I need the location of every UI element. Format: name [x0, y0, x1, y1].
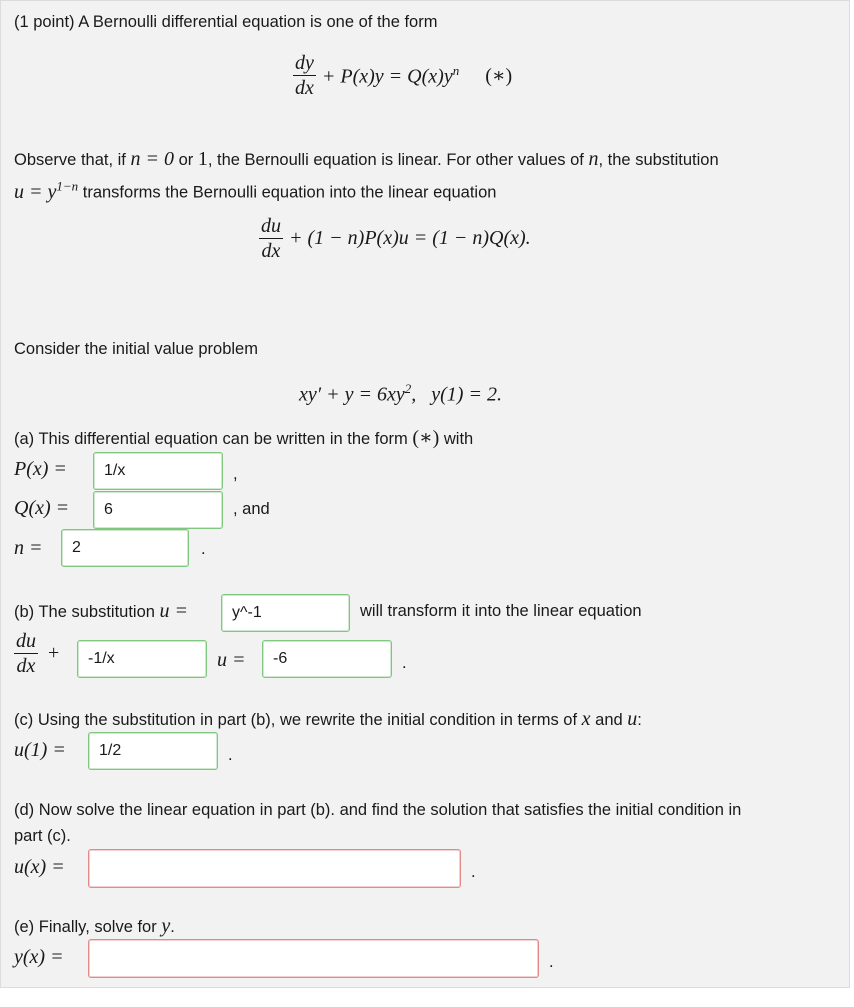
part-b-intro: (b) The substitution u = — [14, 600, 189, 622]
ux-label: u(x) = — [14, 856, 65, 878]
u1-label: u(1) = — [14, 739, 66, 761]
yx-label: y(x) = — [14, 946, 64, 968]
part-d-line-2: part (c). — [14, 827, 71, 845]
part-d-line-1: (d) Now solve the linear equation in part (b). and find the solution that satisfies the initial condition in — [14, 801, 742, 819]
observe-line-2: $u = y^{1-n}$ transforms the Bernoulli equation into the linear equation — [14, 178, 497, 203]
q-and: , and — [233, 500, 270, 518]
observe-line-1: Observe that, if n = 0 or 1, the Bernoulli equation is linear. For other values of n, the substitution — [14, 148, 719, 170]
n-input[interactable] — [61, 529, 189, 567]
part-b-after: will transform it into the linear equation — [360, 602, 642, 620]
dy-dx-fraction: $\frac{dy}{dx}$ — [295, 52, 314, 99]
p-comma: , — [233, 465, 238, 483]
initial-value-problem: $xy' + y = 6xy^2$, y(1) = 2. — [299, 381, 502, 406]
q-input[interactable] — [93, 491, 223, 529]
points-label: (1 point) — [14, 13, 75, 31]
part-a-intro: (a) This differential equation can be written in the form (∗) with — [14, 427, 474, 449]
p-input[interactable] — [93, 452, 223, 490]
star-label: (∗) — [485, 65, 513, 87]
ux-input[interactable] — [88, 849, 461, 888]
consider-text: Consider the initial value problem — [14, 340, 258, 358]
bernoulli-rhs: + $P(x)y = Q(x)y^n$ — [321, 62, 460, 88]
part-e-period: . — [549, 953, 554, 971]
du-dx-fraction: $\frac{du}{dx}$ — [261, 215, 281, 262]
u-equals-label: u = — [217, 649, 246, 671]
bernoulli-equation — [293, 53, 512, 98]
intro-line — [14, 12, 437, 32]
intro-text: A Bernoulli differential equation is one of the form — [78, 13, 438, 31]
p-label: P(x) = — [14, 458, 67, 480]
rhs-input[interactable] — [262, 640, 392, 678]
n-period: . — [201, 540, 206, 558]
part-d-period: . — [471, 863, 476, 881]
part-b-du-dx: $\frac{du}{dx}$ + — [16, 630, 60, 677]
yx-input[interactable] — [88, 939, 539, 978]
part-c-intro: (c) Using the substitution in part (b), we rewrite the initial condition in terms of x and u: — [14, 708, 642, 730]
initial-condition-input[interactable] — [88, 732, 218, 770]
n-label: n = — [14, 537, 43, 559]
linear-equation: $\frac{du}{dx}$ + (1 − n)P(x)u = (1 − n)Q(x). — [261, 215, 531, 262]
q-label: Q(x) = — [14, 497, 70, 519]
part-e-intro: (e) Finally, solve for y. — [14, 915, 175, 937]
du-dx-fraction-b: $\frac{du}{dx}$ — [16, 630, 36, 677]
part-b-period: . — [402, 654, 407, 672]
substitution-input[interactable] — [221, 594, 350, 632]
coefficient-input[interactable] — [77, 640, 207, 678]
part-c-period: . — [228, 746, 233, 764]
